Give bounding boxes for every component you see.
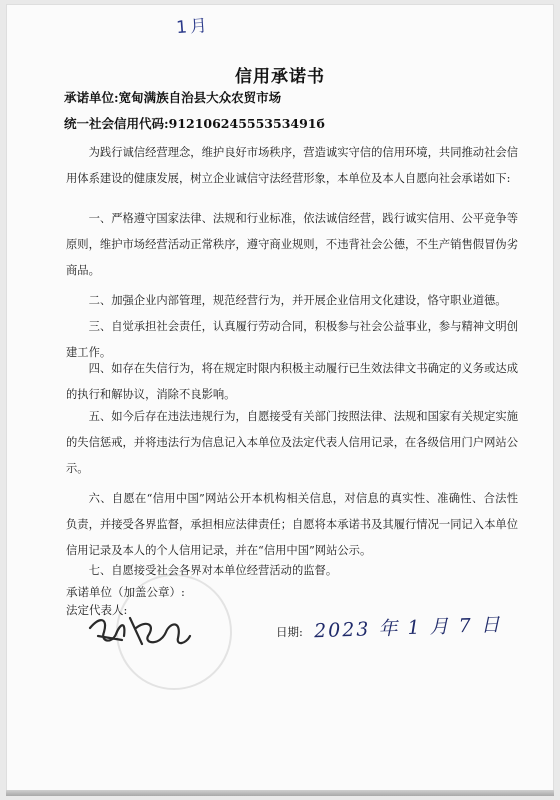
document-page — [6, 4, 554, 796]
handwritten-signature — [86, 606, 196, 654]
clause-5: 五、如今后存在违法违规行为，自愿接受有关部门按照法律、法规和国家有关规定实施的失信惩戒，并将违法行为信息记入本单位及法定代表人信用记录，在各级信用门户网站公示。 — [66, 410, 518, 475]
seal-label: 承诺单位（加盖公章）: — [66, 585, 185, 599]
handwritten-month-note: 1月 — [175, 15, 211, 39]
date-label: 日期: — [276, 625, 303, 639]
credit-code-value: 91210624555353491б — [168, 116, 325, 131]
credit-code-label: 统一社会信用代码: — [64, 116, 169, 131]
document-title: 信用承诺书 — [235, 67, 325, 87]
scan-edge — [6, 790, 554, 796]
credit-code-line — [64, 114, 325, 132]
clause-7: 七、自愿接受社会各界对本单位经营活动的监督。 — [88, 564, 338, 577]
handwritten-date: 2023 年 1 月 7 日 — [313, 613, 503, 643]
intro-paragraph: 为践行诚信经营理念，维护良好市场秩序，营造诚实守信的信用环境，共同推动社会信用体系建设的健康发展，树立企业诚信守法经营形象，本单位及本人自愿向社会承诺如下: — [66, 146, 518, 185]
clause-4: 四、如存在失信行为，将在规定时限内积极主动履行已生效法律文书确定的义务或达成的执行和解协议，消除不良影响。 — [66, 362, 518, 401]
clause-2: 二、加强企业内部管理，规范经营行为，并开展企业信用文化建设，恪守职业道德。 — [88, 294, 507, 307]
clause-3: 三、自觉承担社会责任，认真履行劳动合同，积极参与社会公益事业，参与精神文明创建工作。 — [66, 320, 518, 359]
clause-6: 六、自愿在“信用中国”网站公开本机构相关信息，对信息的真实性、准确性、合法性负责，并接受各界监督，承担相应法律责任；自愿将本承诺书及其履行情况一同记入本单位信用记录及本人的个人信用记录，并在“信用中国”网站公示。 — [66, 492, 518, 557]
committing-unit-line — [64, 88, 281, 106]
committing-unit-value: 宽甸满族自治县大众农贸市场 — [118, 90, 282, 105]
legal-rep-label: 法定代表人: — [66, 603, 128, 617]
clause-1: 一、严格遵守国家法律、法规和行业标准，依法诚信经营，践行诚实信用、公平竞争等原则，维护市场经营活动正常秩序，遵守商业规则，不违背社会公德，不生产销售假冒伪劣商品。 — [66, 212, 518, 277]
committing-unit-label: 承诺单位: — [64, 90, 119, 105]
